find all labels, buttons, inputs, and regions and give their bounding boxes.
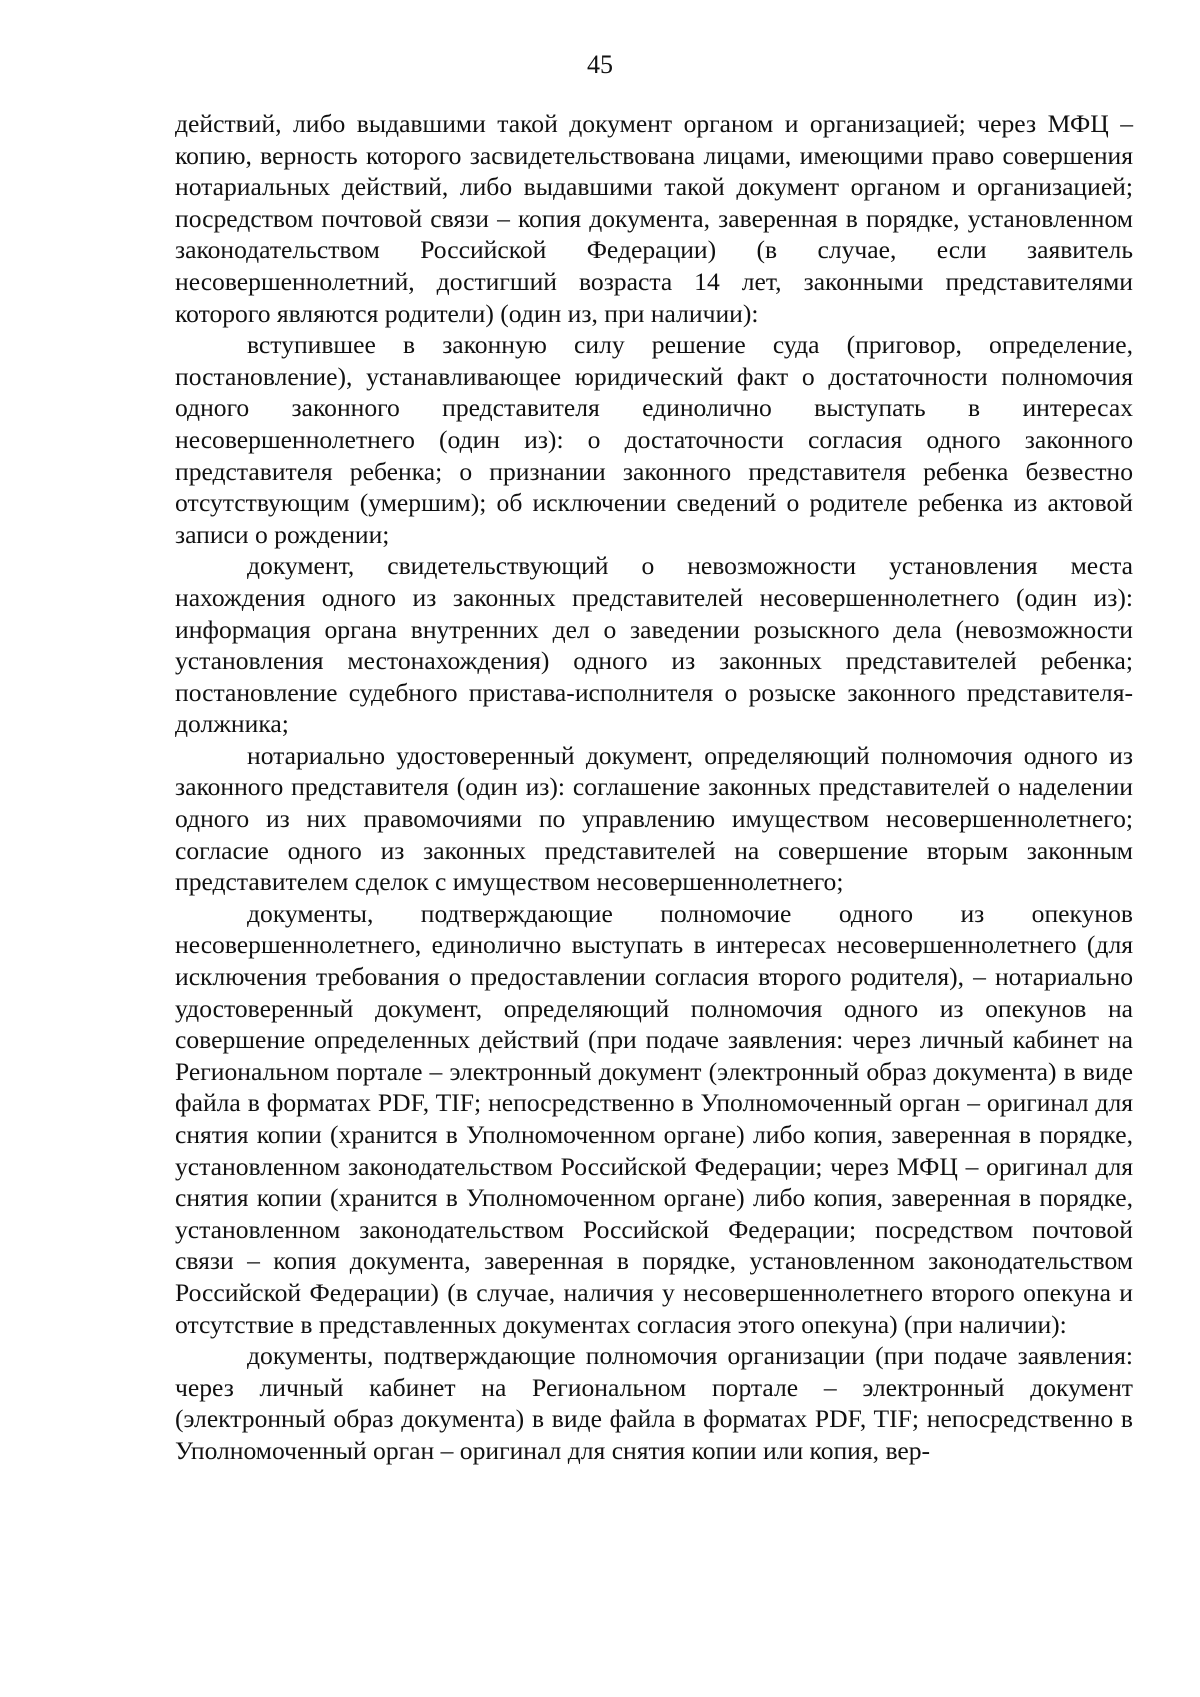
paragraph-continuation: действий, либо выдавшими такой документ органом и организацией; через МФЦ – копию, верность которого засвидетельствована лицами, имеющими право совершения нотариальных действий, либо выдавшими такой документ органом и организацией; посредством почтовой связи – копия документа, заверенная в порядке, установленном законодательством Российской Федерации) (в случае, если заявитель несовершеннолетний, достигший возраста 14 лет, законными представителями которого являются родители) (один из, при наличии): xyxy=(175,109,1133,328)
paragraph-organization-documents: документы, подтверждающие полномочия организации (при подаче заявления: через личный кабинет на Региональном портале – электронный документ (электронный образ документа) в виде файла в форматах PDF, TIF; непосредственно в Уполномоченный орган – оригинал для снятия копии или копия, вер- xyxy=(175,1341,1133,1465)
paragraph-court-decision: вступившее в законную силу решение суда (приговор, определение, постановление), устанавливающее юридический факт о достаточности полномочия одного законного представителя единолично выступать в интересах несовершеннолетнего (один из): о достаточности согласия одного законного представителя ребенка; о признании законного представителя ребенка безвестно отсутствующим (умершим); об исключении сведений о родителе ребенка из актовой записи о рождении; xyxy=(175,330,1133,549)
paragraph-notarized-document: нотариально удостоверенный документ, определяющий полномочия одного из законного представителя (один из): соглашение законных представителей о наделении одного из них правомочиями по управлению имуществом несовершеннолетнего; согласие одного из законных представителей на совершение вторым законным представителем сделок с имуществом несовершеннолетнего; xyxy=(175,740,1133,897)
document-body xyxy=(175,108,1133,1467)
paragraph-location-impossibility: документ, свидетельствующий о невозможности установления места нахождения одного из законных представителей несовершеннолетнего (один из): информация органа внутренних дел о заведении розыскного дела (невозможности установления местонахождения) одного из законных представителей ребенка; постановление судебного пристава-исполнителя о розыске законного представителя-должника; xyxy=(175,551,1133,739)
page-number: 45 xyxy=(587,50,613,79)
paragraph-guardian-documents: документы, подтверждающие полномочие одного из опекунов несовершеннолетнего, единолично выступать в интересах несовершеннолетнего (для исключения требования о предоставлении согласия второго родителя), – нотариально удостоверенный документ, определяющий полномочия одного из опекунов на совершение определенных действий (при подаче заявления: через личный кабинет на Региональном портале – электронный документ (электронный образ документа) в виде файла в форматах PDF, TIF; непосредственно в Уполномоченный орган – оригинал для снятия копии (хранится в Уполномоченном органе) либо копия, заверенная в порядке, установленном законодательством Российской Федерации; через МФЦ – оригинал для снятия копии (хранится в Уполномоченном органе) либо копия, заверенная в порядке, установленном законодательством Российской Федерации; посредством почтовой связи – копия документа, заверенная в порядке, установленном законодательством Российской Федерации) (в случае, наличия у несовершеннолетнего второго опекуна и отсутствие в представленных документах согласия этого опекуна) (при наличии): xyxy=(175,898,1133,1339)
